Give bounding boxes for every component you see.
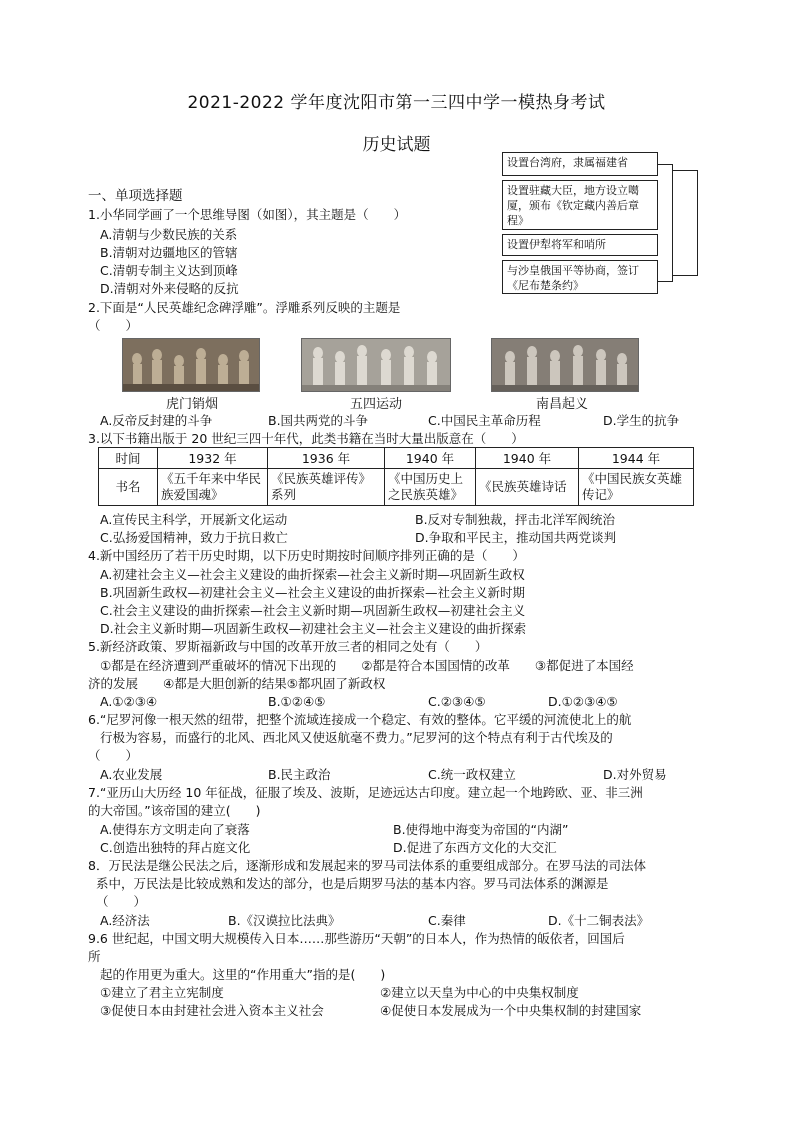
q9-stem-line3: 起的作用更为重大。这里的“作用重大”指的是( ): [100, 967, 386, 982]
q7-option-c: C.创造出独特的拜占庭文化: [100, 840, 251, 855]
q5-option-a: A.①②③④: [100, 694, 158, 709]
q6-option-d: D.对外贸易: [603, 767, 667, 782]
table-cell: 《中国历史上之民族英雄》: [385, 469, 476, 506]
q5-statement-line1: ①都是在经济遭到严重破坏的情况下出现的 ②都是符合本国国情的改革 ③都促进了本国经: [100, 658, 634, 673]
q8-stem-line1: 8．万民法是继公民法之后，逐渐形成和发展起来的罗马司法体系的重要组成部分。在罗马法的司法体: [88, 858, 646, 873]
q2-option-a: A.反帝反封建的斗争: [100, 413, 213, 428]
q1-option-a: A.清朝与少数民族的关系: [100, 227, 238, 242]
caption-may-fourth: 五四运动: [349, 397, 402, 412]
table-cell: 《民族英雄评传》系列: [268, 469, 385, 506]
q3-option-b: B.反对专制独裁，抨击北洋军阀统治: [415, 512, 616, 527]
q8-stem-line2: 系中，万民法是比较成熟和发达的部分，也是后期罗马法的基本内容。罗马司法体系的渊源是: [96, 876, 609, 891]
q4-option-c: C.社会主义建设的曲折探索—社会主义新时期—巩固新生政权—初建社会主义: [100, 603, 526, 618]
q5-stem: 5.新经济政策、罗斯福新政与中国的改革开放三者的相同之处有（ ）: [88, 639, 488, 654]
book-table: [98, 447, 694, 506]
q7-option-a: A.使得东方文明走向了衰落: [100, 822, 250, 837]
q9-option-1: ①建立了君主立宪制度: [100, 985, 224, 1000]
q6-stem-line3: （ ）: [88, 748, 139, 763]
q6-stem-line2: 行极为容易，而盛行的北风、西北风又使返航毫不费力。”尼罗河的这个特点有利于古代埃及的: [100, 730, 613, 745]
q2-stem: 2.下面是“人民英雄纪念碑浮雕”。浮雕系列反映的主题是: [88, 300, 401, 315]
q9-option-2: ②建立以天皇为中心的中央集权制度: [380, 985, 579, 1000]
q7-option-b: B.使得地中海变为帝国的“内湖”: [393, 822, 569, 837]
q1-stem: 1.小华同学画了一个思维导图（如图），其主题是（ ）: [88, 207, 407, 222]
q8-option-a: A.经济法: [100, 913, 150, 928]
q5-option-c: C.②③④⑤: [428, 694, 486, 709]
q8-option-d: D.《十二铜表法》: [548, 913, 650, 928]
q2-stem-paren: （ ）: [88, 318, 139, 333]
q9-stem-line1: 9.6 世纪起，中国文明大规模传入日本……那些游历“天朝”的日本人，作为热情的皈依者，回国后: [88, 931, 625, 946]
mind-map-item: 设置驻藏大臣，地方设立噶厦，颁布《钦定藏内善后章程》: [502, 180, 658, 230]
q3-stem: 3.以下书籍出版于 20 世纪三四十年代，此类书籍在当时大量出版意在（ ）: [88, 431, 524, 446]
table-row: [99, 469, 694, 506]
table-cell: 1944 年: [579, 448, 694, 469]
q3-option-c: C.弘扬爱国精神，致力于抗日救亡: [100, 530, 288, 545]
q6-stem-line1: 6.“尼罗河像一根天然的纽带，把整个流域连接成一个稳定、有效的整体。它平缓的河流使北上的航: [88, 712, 632, 727]
q3-option-a: A.宣传民主科学，开展新文化运动: [100, 512, 288, 527]
relief-image-nanchang: [491, 338, 639, 392]
table-cell: 《中国民族女英雄传记》: [579, 469, 694, 506]
mind-map-item: 设置伊犁将军和哨所: [502, 234, 658, 256]
table-cell: 1940 年: [385, 448, 476, 469]
table-cell: 《民族英雄诗话: [476, 469, 579, 506]
mind-map-item: 与沙皇俄国平等协商，签订《尼布楚条约》: [502, 260, 658, 294]
q5-option-b: B.①②④⑤: [268, 694, 326, 709]
q2-option-d: D.学生的抗争: [603, 413, 680, 428]
table-row: [99, 448, 694, 469]
q9-stem-line2: 所: [88, 949, 101, 964]
q2-option-c: C.中国民主革命历程: [428, 413, 541, 428]
q1-option-b: B.清朝对边疆地区的管辖: [100, 245, 238, 260]
q7-stem-line2: 的大帝国。”该帝国的建立( ): [88, 803, 261, 818]
mind-map-item: 设置台湾府，隶属福建省: [502, 152, 658, 176]
q7-stem-line1: 7.“亚历山大历经 10 年征战，征服了埃及、波斯，足迹远达古印度。建立起一个地跨欧、亚、非三洲: [88, 785, 643, 800]
table-cell: 1940 年: [476, 448, 579, 469]
q7-option-d: D.促进了东西方文化的大交汇: [393, 840, 557, 855]
q4-stem: 4.新中国经历了若干历史时期，以下历史时期按时间顺序排列正确的是（ ）: [88, 548, 525, 563]
q1-option-d: D.清朝对外来侵略的反抗: [100, 281, 239, 296]
q5-statement-line2: 济的发展 ④都是大胆创新的结果⑤都巩固了新政权: [88, 676, 386, 691]
q6-option-b: B.民主政治: [268, 767, 331, 782]
q4-option-b: B.巩固新生政权—初建社会主义—社会主义建设的曲折探索—社会主义新时期: [100, 585, 526, 600]
mind-map: [502, 152, 698, 294]
q3-option-d: D.争取和平民主，推动国共两党谈判: [415, 530, 617, 545]
section-heading: 一、单项选择题: [88, 188, 183, 204]
table-cell: 《五千年来中华民族爱国魂》: [158, 469, 268, 506]
q2-option-b: B.国共两党的斗争: [268, 413, 369, 428]
q9-option-4: ④促使日本发展成为一个中央集权制的封建国家: [380, 1003, 642, 1018]
caption-humen: 虎门销烟: [165, 397, 218, 412]
relief-image-may-fourth: [301, 338, 451, 392]
q4-option-a: A.初建社会主义—社会主义建设的曲折探索—社会主义新时期—巩固新生政权: [100, 567, 525, 582]
q8-option-c: C.秦律: [428, 913, 466, 928]
q9-option-3: ③促使日本由封建社会进入资本主义社会: [100, 1003, 324, 1018]
exam-title: 2021-2022 学年度沈阳市第一三四中学一模热身考试: [187, 93, 606, 113]
table-cell: 1936 年: [268, 448, 385, 469]
q4-option-d: D.社会主义新时期—巩固新生政权—初建社会主义—社会主义建设的曲折探索: [100, 621, 527, 636]
q8-option-b: B.《汉谟拉比法典》: [228, 913, 341, 928]
q6-option-c: C.统一政权建立: [428, 767, 516, 782]
mind-map-connector: [658, 164, 673, 282]
caption-nanchang: 南昌起义: [535, 397, 588, 412]
mind-map-root-box: [672, 170, 698, 276]
exam-subtitle: 历史试题: [362, 135, 431, 155]
q8-stem-line3: （ ）: [96, 894, 147, 909]
q6-option-a: A.农业发展: [100, 767, 163, 782]
relief-image-humen: [122, 338, 260, 392]
q1-option-c: C.清朝专制主义达到顶峰: [100, 263, 238, 278]
table-header-title: 书名: [99, 469, 158, 506]
table-header-time: 时间: [99, 448, 158, 469]
table-cell: 1932 年: [158, 448, 268, 469]
q5-option-d: D.①②③④⑤: [548, 694, 618, 709]
